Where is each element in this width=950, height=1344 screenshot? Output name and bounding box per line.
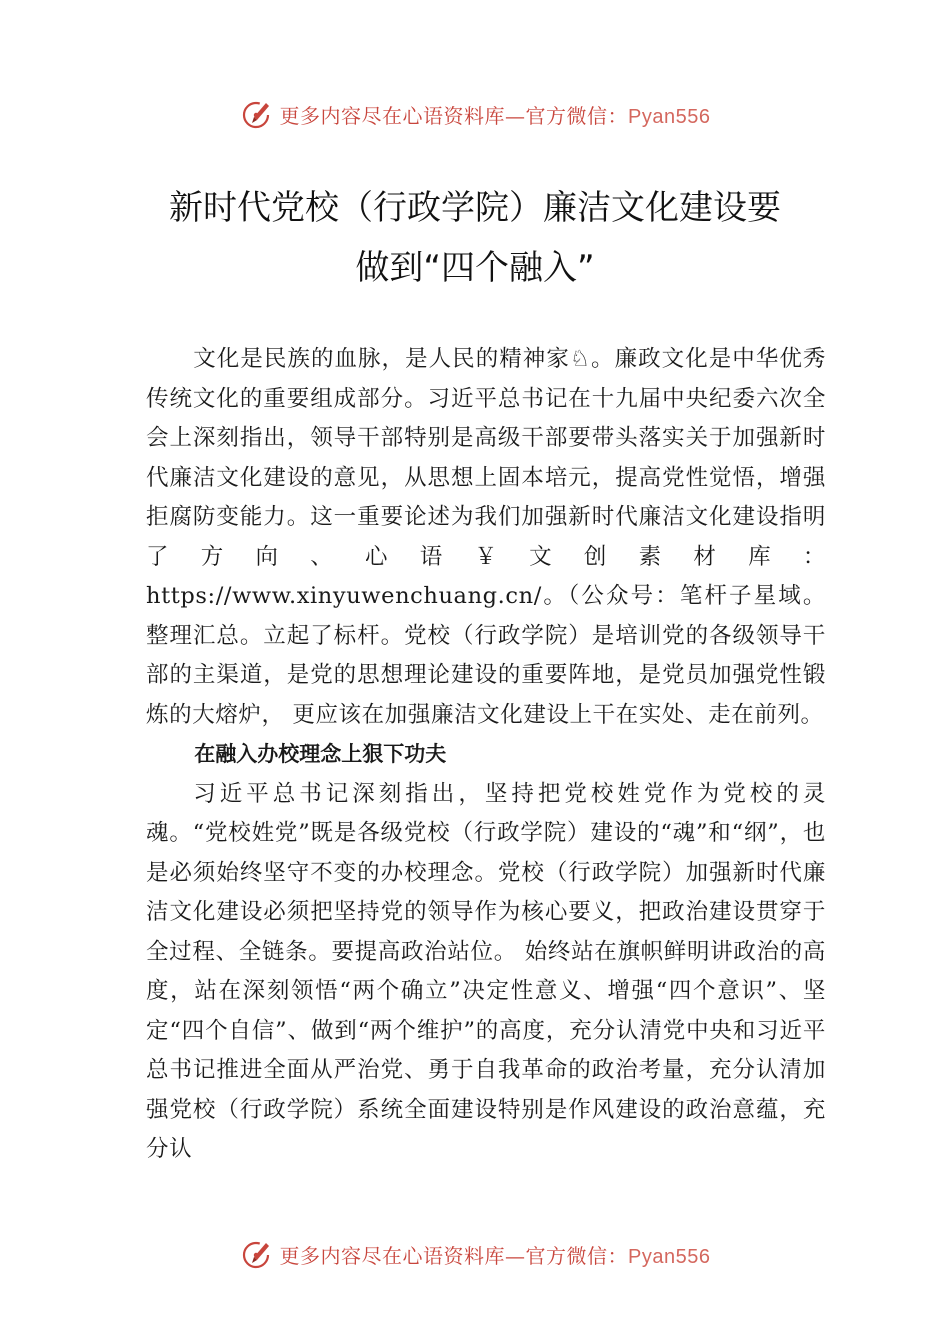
wechat-id: Pyan556: [628, 105, 711, 128]
body-paragraph-2: 习近平总书记深刻指出，坚持把党校姓党作为党校的灵魂。“党校姓党”既是各级党校（行政学院）建设的“魂”和“纲”，也是必须始终坚守不变的办校理念。党校（行政学院）加强新时代廉洁文化建设必须把坚持党的领导作为核心要义，把政治建设贯穿于全过程、全链条。要提高政治站位。 始终站在旗帜鲜明讲政治的高度，站在深刻领悟“两个确立”决定性意义、增强“四个意识”、坚定“四个自信”、做到“两个维护”的高度，充分认清党中央和习近平总书记推进全面从严治党、勇于自我革命的政治考量，充分认清加强党校（行政学院）系统全面建设特别是作风建设的政治意蕴，充分认: [146, 780, 826, 1162]
watermark-text: 更多内容尽在心语资料库—官方微信：Pyan556: [279, 103, 711, 128]
watermark-banner-top: [0, 94, 950, 134]
document-title: [0, 178, 950, 298]
watermark-banner-bottom: [0, 1234, 950, 1274]
section-heading-1: 在融入办校理念上狠下功夫: [194, 742, 447, 766]
title-line-2: 做到“四个融入”: [355, 248, 595, 288]
wechat-id: Pyan556: [628, 1245, 711, 1268]
body-paragraph-1: 文化是民族的血脉，是人民的精神家♘。廉政文化是中华优秀传统文化的重要组成部分。习近平总书记在十九届中央纪委六次全会上深刻指出，领导干部特别是高级干部要带头落实关于加强新时代廉洁文化建设的意见，从思想上固本培元，提高党性觉悟，增强拒腐防变能力。这一重要论述为我们加强新时代廉洁文化建设指明了方向、心语￥文创素材库：https://www.xinyuwenchuang.cn/。（公众号：笔杆子星域。整理汇总。立起了标杆。党校（行政学院）是培训党的各级领导干部的主渠道，是党的思想理论建设的重要阵地，是党员加强党性锻炼的大熔炉， 更应该在加强廉洁文化建设上干在实处、走在前列。: [146, 346, 826, 728]
title-line-1: 新时代党校（行政学院）廉洁文化建设要: [169, 188, 781, 228]
pen-nib-circle-icon: [240, 1237, 274, 1271]
watermark-text: 更多内容尽在心语资料库—官方微信：Pyan556: [279, 1243, 711, 1268]
document-body: [146, 340, 826, 1170]
pen-nib-circle-icon: [240, 97, 274, 131]
